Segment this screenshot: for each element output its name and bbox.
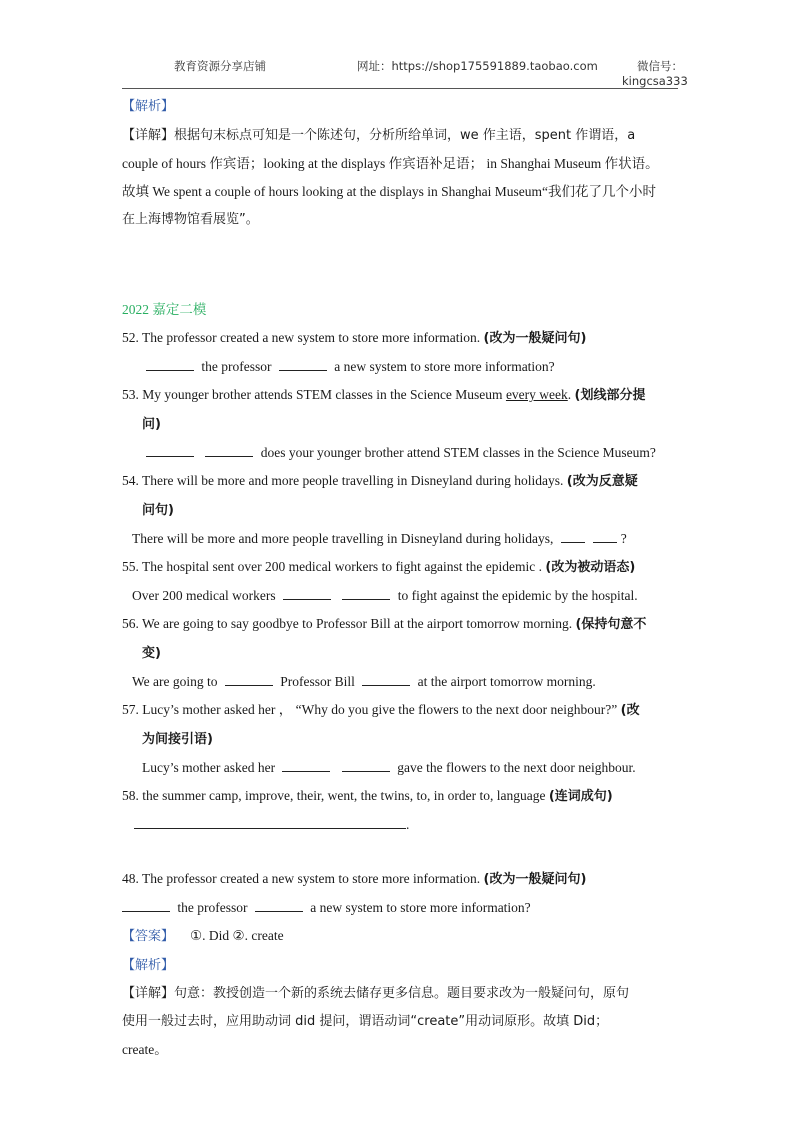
- q57-text: 57. Lucy’s mother asked her ， “Why do you give the flowers to the next door neighbour?”: [122, 702, 621, 717]
- q58-end: .: [406, 817, 410, 832]
- q56-text: 56. We are going to say goodbye to Professor Bill at the airport tomorrow morning.: [122, 616, 576, 631]
- blank[interactable]: [342, 585, 390, 600]
- q58-answer-line: [122, 811, 682, 839]
- blank[interactable]: [342, 757, 390, 772]
- q58-text: 58. the summer camp, improve, their, went, the twins, to, in order to, language: [122, 788, 549, 803]
- q54-a1: There will be more and more people travelling in Disneyland during holidays,: [132, 531, 554, 546]
- detail-tag: 【详解】: [122, 128, 175, 143]
- blank[interactable]: [255, 897, 303, 912]
- header-wechat-label: 微信号：: [637, 59, 683, 73]
- answer-line: [122, 922, 682, 951]
- q52-requirement: (改为一般疑问句): [483, 331, 587, 346]
- analysis1-line2: couple of hours 作宾语；looking at the displays 作宾语补足语； in Shanghai Museum 作状语。: [122, 156, 659, 171]
- q56-a1: We are going to: [132, 674, 218, 689]
- q48-text: 48. The professor created a new system to store more information.: [122, 871, 484, 886]
- q53-text2: .: [567, 387, 575, 402]
- blank[interactable]: [283, 585, 331, 600]
- header-shop: 教育资源分享店铺: [174, 59, 266, 73]
- q57-a1: Lucy’s mother asked her: [142, 760, 276, 775]
- q57-req-cont: [122, 725, 682, 754]
- analysis1-line4: 在上海博物馆看展览”。: [122, 212, 259, 227]
- question-48: [122, 865, 682, 894]
- q58-requirement: (连词成句): [548, 789, 613, 804]
- analysis-tag: 【解析】: [122, 99, 175, 114]
- analysis2-text1: 句意：教授创造一个新的系统去储存更多信息。题目要求改为一般疑问句，原句: [174, 986, 630, 1001]
- q56-requirement2: 变): [142, 646, 161, 661]
- question-56: [122, 610, 682, 639]
- header-url[interactable]: 网址：https://shop175591889.taobao.com: [357, 59, 598, 73]
- q53-a1: does your younger brother attend STEM classes in the Science Museum?: [260, 445, 656, 460]
- q54-text: 54. There will be more and more people travelling in Disneyland during holidays.: [122, 473, 567, 488]
- q54-req-cont: [122, 496, 682, 525]
- analysis-tag: 【解析】: [122, 958, 175, 973]
- q48-a2: a new system to store more information?: [310, 900, 531, 915]
- q54-a2: ?: [620, 531, 627, 546]
- header-divider: [122, 88, 678, 89]
- question-58: [122, 782, 682, 811]
- blank[interactable]: [122, 897, 170, 912]
- q52-a2: a new system to store more information?: [334, 359, 555, 374]
- q54-answer-line: [122, 525, 682, 553]
- q56-answer-line: [122, 668, 682, 696]
- q53-requirement1: (划线部分提: [574, 388, 646, 403]
- blank[interactable]: [279, 356, 327, 371]
- question-54: [122, 467, 682, 496]
- page-header: [0, 0, 800, 90]
- q56-requirement1: (保持句意不: [575, 617, 647, 632]
- q52-text: 52. The professor created a new system to store more information.: [122, 330, 484, 345]
- q57-answer-line: [122, 754, 682, 782]
- q57-requirement2: 为间接引语): [142, 732, 213, 747]
- q52-a1: the professor: [201, 359, 272, 374]
- analysis1-text1: 根据句末标点可知是一个陈述句，分析所给单词，we 作主语，spent 作谓语，a: [174, 128, 636, 143]
- q55-text: 55. The hospital sent over 200 medical workers to fight against the epidemic .: [122, 559, 546, 574]
- blank[interactable]: [561, 528, 585, 543]
- question-57: [122, 696, 682, 725]
- blank[interactable]: [593, 528, 617, 543]
- answer-body: ①. Did ②. create: [190, 928, 284, 943]
- header-wechat-id: kingcsa333: [622, 74, 688, 88]
- q53-answer-line: [122, 439, 682, 467]
- long-blank[interactable]: [134, 812, 406, 829]
- question-52: [122, 324, 682, 353]
- blank[interactable]: [362, 671, 410, 686]
- blank[interactable]: [146, 356, 194, 371]
- question-53: [122, 381, 682, 410]
- blank[interactable]: [282, 757, 330, 772]
- analysis1-block: [122, 92, 682, 121]
- q53-underlined: every week: [505, 387, 568, 402]
- q48-a1: the professor: [177, 900, 248, 915]
- blank[interactable]: [225, 671, 273, 686]
- question-55: [122, 553, 682, 582]
- analysis1-line1: [122, 121, 682, 150]
- q56-a3: at the airport tomorrow morning.: [417, 674, 596, 689]
- analysis2-block: [122, 951, 682, 980]
- analysis2-line1: [122, 980, 682, 1008]
- blank[interactable]: [205, 442, 253, 457]
- document-body: [122, 92, 682, 1064]
- blank[interactable]: [146, 442, 194, 457]
- analysis1-line3: 故填 We spent a couple of hours looking at the displays in Shanghai Museum“我们花了几个小时: [122, 184, 656, 199]
- q48-answer-line: [122, 894, 682, 922]
- q53-req-cont: [122, 410, 682, 439]
- q54-requirement1: (改为反意疑: [566, 474, 638, 489]
- detail-tag: 【详解】: [122, 986, 175, 1001]
- q48-requirement: (改为一般疑问句): [483, 872, 587, 887]
- q56-req-cont: [122, 639, 682, 668]
- analysis2-line3: create。: [122, 1042, 168, 1057]
- q57-a2: gave the flowers to the next door neighbour.: [397, 760, 636, 775]
- section-title: 2022 嘉定二模: [122, 302, 207, 317]
- q55-a2: to fight against the epidemic by the hospital.: [397, 588, 638, 603]
- q55-requirement: (改为被动语态): [545, 560, 636, 575]
- analysis2-line2: 使用一般过去时，应用助动词 did 提问，谓语动词“create”用动词原形。故填 Did；: [122, 1014, 609, 1029]
- q53-text1: 53. My younger brother attends STEM classes in the Science Museum: [122, 387, 506, 402]
- q56-a2: Professor Bill: [280, 674, 355, 689]
- q53-requirement2: 问): [142, 417, 161, 432]
- spacer: [122, 839, 682, 865]
- q57-requirement1: (改: [620, 703, 640, 718]
- q54-requirement2: 问句): [142, 503, 174, 518]
- answer-tag: 【答案】: [122, 929, 175, 944]
- q55-answer-line: [122, 582, 682, 610]
- q55-a1: Over 200 medical workers: [132, 588, 276, 603]
- q52-answer-line: [122, 353, 682, 381]
